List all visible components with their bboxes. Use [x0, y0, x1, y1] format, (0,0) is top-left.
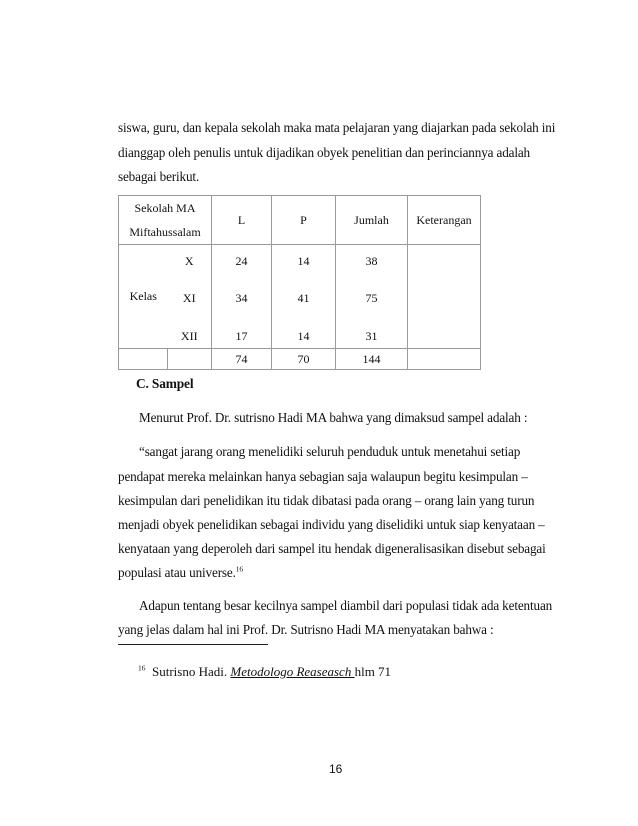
intro-line-3: sebagai berikut.: [118, 169, 200, 184]
school-label-line1: Sekolah MA: [134, 201, 196, 215]
jumlah-value: 75: [365, 291, 378, 305]
quote-line-3: kesimpulan dari penelidikan itu tidak dibatasi pada orang – orang lain yang turun: [118, 493, 535, 508]
paragraph2-line-1: Adapun tentang besar kecilnya sampel diambil dari populasi tidak ada ketentuan: [139, 598, 553, 613]
header-l: L: [212, 196, 272, 245]
grade-cell: [168, 245, 212, 349]
l-value: 17: [235, 328, 248, 343]
quote-line-1: “sangat jarang orang menelidiki seluruh penduduk untuk menetahui setiap: [139, 444, 521, 459]
kelas-cell: Kelas: [119, 245, 168, 349]
total-keterangan: [408, 349, 481, 370]
footnote-reference: 16: [235, 564, 243, 574]
grade-x: X: [184, 253, 194, 268]
intro-line-1: siswa, guru, dan kepala sekolah maka mata pelajaran yang diajarkan pada sekolah ini: [118, 120, 556, 135]
header-jumlah: Jumlah: [336, 196, 408, 245]
footnote-title: Metodologo Reaseasch: [230, 664, 355, 679]
intro-line-2: dianggap oleh penulis untuk dijadikan obyek penelitian dan perinciannya adalah: [118, 145, 531, 160]
student-count-table: [118, 195, 481, 370]
grade-xi: XI: [182, 291, 196, 305]
total-l: 74: [212, 349, 272, 370]
p-value: 14: [297, 253, 310, 268]
l-values-cell: [212, 245, 272, 349]
total-p: 70: [272, 349, 336, 370]
l-value: 24: [235, 253, 248, 268]
p-values-cell: [272, 245, 336, 349]
quote-line-2: pendapat mereka melainkan hanya sebagian saja walaupun begitu kesimpulan –: [118, 469, 528, 484]
table-total-row: [119, 349, 481, 370]
grade-xii: XII: [180, 328, 198, 343]
header-keterangan: Keterangan: [408, 196, 481, 245]
school-header-cell: [119, 196, 212, 245]
definition-paragraph: Menurut Prof. Dr. sutrisno Hadi MA bahwa yang dimaksud sampel adalah :: [139, 410, 528, 425]
footnote-page: hlm 71: [354, 664, 392, 679]
keterangan-cell: [408, 245, 481, 349]
jumlah-value: 31: [365, 328, 378, 343]
footnote-number: 16: [138, 663, 146, 673]
paragraph2-line-2: yang jelas dalam hal ini Prof. Dr. Sutrisno Hadi MA menyatakan bahwa :: [118, 622, 494, 637]
total-empty-cell: [168, 349, 212, 370]
header-p: P: [272, 196, 336, 245]
footnote-separator: [118, 644, 268, 645]
table-header-row: [119, 196, 481, 245]
total-empty-cell: [119, 349, 168, 370]
quote-line-5: kenyataan yang deperoleh dari sampel itu hendak digeneralisasikan disebut sebagai: [118, 541, 546, 556]
page-number: 16: [329, 762, 343, 776]
quote-line-6: [118, 565, 243, 581]
p-value: 14: [297, 328, 310, 343]
jumlah-values-cell: [336, 245, 408, 349]
footnote: [138, 664, 391, 680]
jumlah-value: 38: [365, 253, 378, 268]
total-jumlah: 144: [336, 349, 408, 370]
table-body-row: [119, 245, 481, 349]
p-value: 41: [297, 291, 310, 305]
quote-last-text: populasi atau universe.: [118, 565, 236, 580]
l-value: 34: [235, 291, 248, 305]
section-heading: C. Sampel: [136, 376, 194, 391]
school-label-line2: Miftahussalam: [129, 225, 201, 239]
quote-line-4: menjadi obyek penelidikan sebagai individu yang diselidiki untuk siap kenyataan –: [118, 517, 545, 532]
footnote-author: Sutrisno Hadi.: [152, 664, 231, 679]
